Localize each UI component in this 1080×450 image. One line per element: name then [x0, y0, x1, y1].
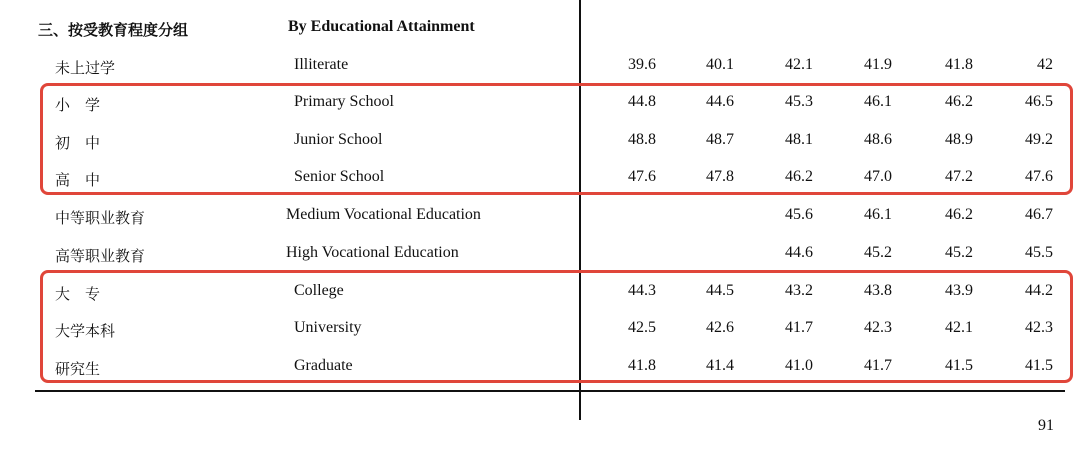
- table-cell-value: 46.1: [864, 93, 892, 110]
- table-cell-value: 46.5: [1025, 93, 1053, 110]
- table-cell-value: 47.8: [706, 168, 734, 185]
- table-cell-value: 44.2: [1025, 282, 1053, 299]
- table-cell-value: 46.7: [1025, 206, 1053, 223]
- table-cell-value: 41.8: [628, 357, 656, 374]
- table-cell-value: 41.7: [864, 357, 892, 374]
- table-cell-value: 47.6: [628, 168, 656, 185]
- table-cell-value: 39.6: [628, 56, 656, 73]
- highlight-box-higher-education: [40, 270, 1073, 383]
- table-cell-value: 44.6: [706, 93, 734, 110]
- row-label-en: Graduate: [294, 357, 353, 374]
- table-cell-value: 45.3: [785, 93, 813, 110]
- row-label-cn: 大 专: [55, 285, 101, 303]
- table-cell-value: 44.8: [628, 93, 656, 110]
- table-cell-value: 41.4: [706, 357, 734, 374]
- row-label-cn: 初 中: [55, 134, 101, 152]
- table-cell-value: 41.7: [785, 319, 813, 336]
- table-cell-value: 49.2: [1025, 131, 1053, 148]
- table-cell-value: 46.1: [864, 206, 892, 223]
- table-cell-value: 45.2: [945, 244, 973, 261]
- row-label-cn: 大学本科: [55, 322, 116, 340]
- row-label-en: Senior School: [294, 168, 385, 185]
- row-label-cn: 小 学: [55, 96, 101, 114]
- row-label-en: College: [294, 282, 344, 299]
- row-label-en: Primary School: [294, 93, 394, 110]
- table-cell-value: 48.6: [864, 131, 892, 148]
- table-cell-value: 41.5: [1025, 357, 1053, 374]
- row-label-en: University: [294, 319, 362, 336]
- table-cell-value: 42.5: [628, 319, 656, 336]
- section-title-en: By Educational Attainment: [288, 18, 475, 35]
- table-cell-value: 46.2: [945, 206, 973, 223]
- table-cell-value: 47.2: [945, 168, 973, 185]
- table-cell-value: 43.8: [864, 282, 892, 299]
- section-title-cn: 三、按受教育程度分组: [38, 23, 189, 39]
- table-cell-value: 41.5: [945, 357, 973, 374]
- table-cell-value: 44.5: [706, 282, 734, 299]
- row-label-en: High Vocational Education: [286, 244, 459, 261]
- table-cell-value: 42.3: [864, 319, 892, 336]
- table-cell-value: 48.9: [945, 131, 973, 148]
- table-cell-value: 42: [1037, 56, 1053, 73]
- table-cell-value: 43.9: [945, 282, 973, 299]
- table-cell-value: 42.1: [945, 319, 973, 336]
- row-label-cn: 高 中: [55, 171, 101, 189]
- row-label-en: Junior School: [294, 131, 383, 148]
- table-cell-value: 42.3: [1025, 319, 1053, 336]
- row-label-en: Medium Vocational Education: [286, 206, 481, 223]
- table-cell-value: 41.9: [864, 56, 892, 73]
- table-cell-value: 46.2: [945, 93, 973, 110]
- table-cell-value: 44.6: [785, 244, 813, 261]
- row-label-cn: 未上过学: [55, 59, 116, 77]
- row-label-cn: 研究生: [55, 360, 101, 378]
- table-cell-value: 48.7: [706, 131, 734, 148]
- row-label-cn: 中等职业教育: [55, 209, 146, 227]
- table-bottom-rule: [35, 390, 1065, 392]
- row-label-en: Illiterate: [294, 56, 349, 73]
- table-cell-value: 45.2: [864, 244, 892, 261]
- table-cell-value: 43.2: [785, 282, 813, 299]
- table-cell-value: 45.6: [785, 206, 813, 223]
- table-cell-value: 41.8: [945, 56, 973, 73]
- table-cell-value: 47.0: [864, 168, 892, 185]
- table-cell-value: 41.0: [785, 357, 813, 374]
- table-cell-value: 45.5: [1025, 244, 1053, 261]
- table-cell-value: 44.3: [628, 282, 656, 299]
- table-cell-value: 42.1: [785, 56, 813, 73]
- table-cell-value: 48.8: [628, 131, 656, 148]
- page-number: 91: [1038, 417, 1054, 434]
- highlight-box-basic-education: [40, 83, 1073, 195]
- table-cell-value: 40.1: [706, 56, 734, 73]
- table-cell-value: 48.1: [785, 131, 813, 148]
- table-cell-value: 47.6: [1025, 168, 1053, 185]
- row-label-cn: 高等职业教育: [55, 247, 146, 265]
- table-cell-value: 42.6: [706, 319, 734, 336]
- table-cell-value: 46.2: [785, 168, 813, 185]
